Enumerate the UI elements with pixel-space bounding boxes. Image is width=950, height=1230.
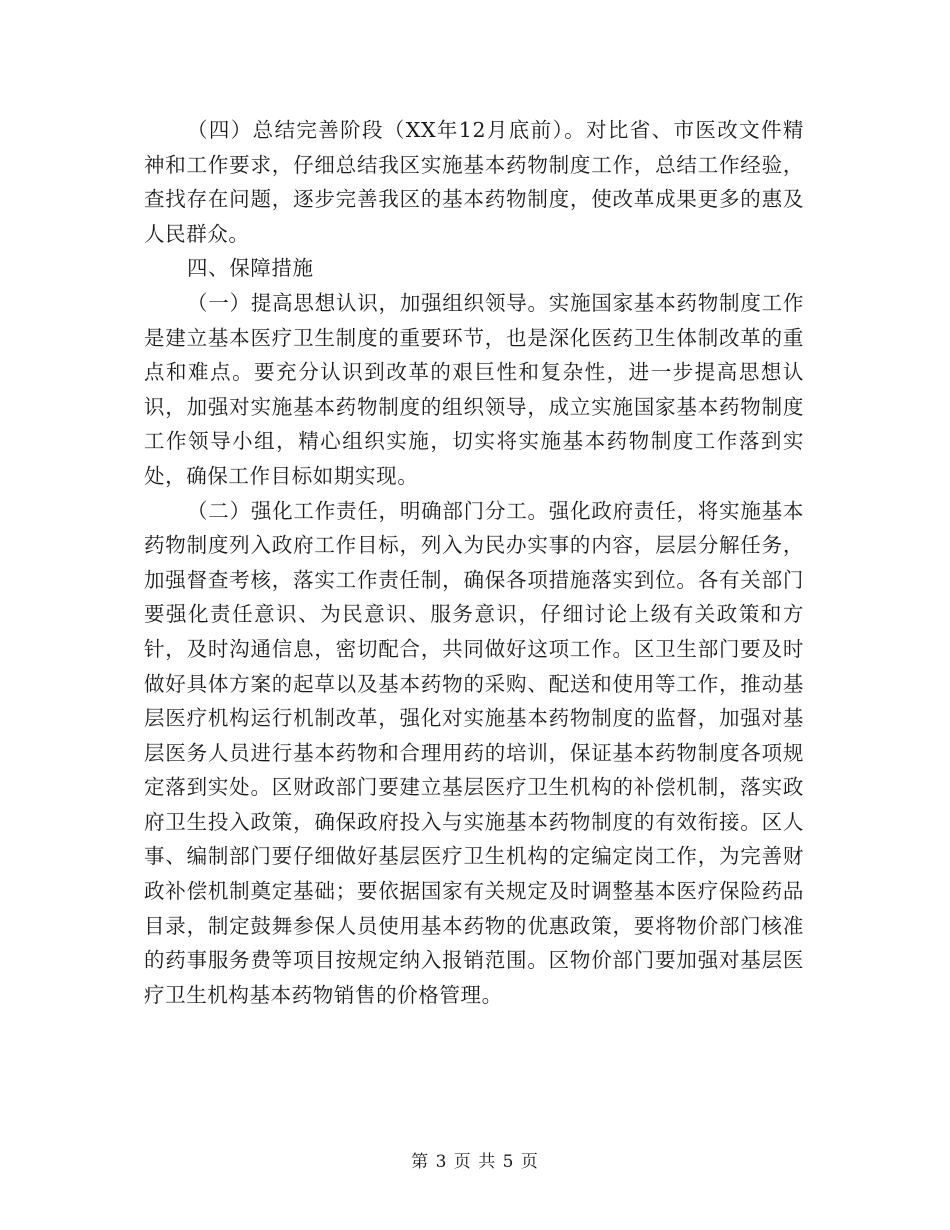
paragraph-leadership: （一）提高思想认识，加强组织领导。实施国家基本药物制度工作是建立基本医疗卫生制度的重要环节，也是深化医药卫生体制改革的重点和难点。要充分认识到改革的艰巨性和复杂性，进一步提高思想认识，加强对实施基本药物制度的组织领导，成立实施国家基本药物制度工作领导小组，精心组织实施，切实将实施基本药物制度工作落到实处，确保工作目标如期实现。 (144, 290, 804, 488)
paragraph-responsibility: （二）强化工作责任，明确部门分工。强化政府责任，将实施基本药物制度列入政府工作目标，列入为民办实事的内容，层层分解任务，加强督查考核，落实工作责任制，确保各项措施落实到位。各有关部门要强化责任意识、为民意识、服务意识，仔细讨论上级有关政策和方针，及时沟通信息，密切配合，共同做好这项工作。区卫生部门要及时做好具体方案的起草以及基本药物的采购、配送和使用等工作，推动基层医疗机构运行机制改革，强化对实施基本药物制度的监督，加强对基层医务人员进行基本药物和合理用药的培训，保证基本药物制度各项规定落到实处。区财政部门要建立基层医疗卫生机构的补偿机制，落实政府卫生投入政策，确保政府投入与实施基本药物制度的有效衔接。区人事、编制部门要仔细做好基层医疗卫生机构的定编定岗工作，为完善财政补偿机制奠定基础；要依据国家有关规定及时调整基本医疗保险药品目录，制定鼓舞参保人员使用基本药物的优惠政策，要将物价部门核准的药事服务费等项目按规定纳入报销范围。区物价部门要加强对基层医疗卫生机构基本药物销售的价格管理。 (144, 498, 804, 1007)
paragraph-summary-stage: （四）总结完善阶段（XX年12月底前）。对比省、市医改文件精神和工作要求，仔细总结我区实施基本药物制度工作，总结工作经验，查找存在问题，逐步完善我区的基本药物制度，使改革成果更多的惠及人民群众。 (144, 118, 804, 246)
section-heading-safeguards: 四、保障措施 (187, 256, 314, 281)
document-body (144, 113, 804, 1012)
page-number-footer: 第 3 页 共 5 页 (411, 1152, 539, 1172)
